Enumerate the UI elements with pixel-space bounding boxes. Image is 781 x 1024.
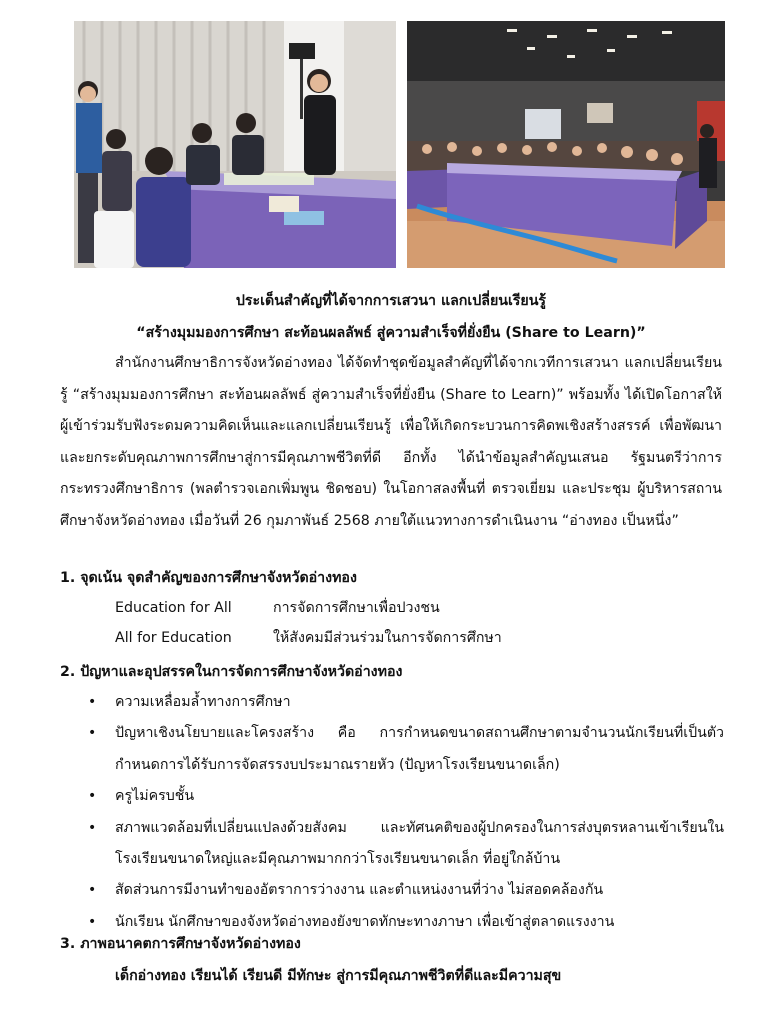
problems-list [60,687,724,938]
focus-pair-en: All for Education [115,630,232,646]
section3-title: 3. ภาพอนาคตการศึกษาจังหวัดอ่างทอง [60,936,301,952]
list-item: • สภาพแวดล้อมที่เปลี่ยนแปลงด้วยสังคม และทัศนคติของผู้ปกครองในการส่งบุตรหลานเข้าเรียนในโรงเรียนขนาดใหญ่และมีคุณภาพมากกว่าโรงเรียนขนาดเล็ก ที่อยู่ใกล้บ้าน [60,813,724,876]
intro-paragraph: สำนักงานศึกษาธิการจังหวัดอ่างทอง ได้จัดทำชุดข้อมูลสำคัญที่ได้จากเวทีการเสวนา แลกเปลี่ยนเรียนรู้ “สร้างมุมมองการศึกษา สะท้อนผลลัพธ์ สู่ความสำเร็จที่ยั่งยืน (Share to Learn)” พร้อมทั้ง ได้เปิดโอกาสให้ผู้เข้าร่วมรับฟังระดมความคิดเห็นและแลกเปลี่ยนเรียนรู้ เพื่อให้เกิดกระบวนการคิดพเชิงสร้างสรรค์ เพื่อพัฒนาและยกระดับคุณภาพการศึกษาสู่การมีคุณภาพชีวิตที่ดี อีกทั้ง ได้นำข้อมูลสำคัญนเสนอ รัฐมนตรีว่าการกระทรวงศึกษาธิการ (พลตำรวจเอกเพิ่มพูน ชิดชอบ) ในโอกาสลงพื้นที่ ตรวจเยี่ยม และประชุม ผู้บริหารสถานศึกษาจังหวัดอ่างทอง เมื่อวันที่ 26 กุมภาพันธ์ 2568 ภายใต้แนวทางการดำเนินงาน “อ่างทอง เป็นหนึ่ง” [60,355,722,529]
list-item: • ปัญหาเชิงนโยบายและโครงสร้าง คือ การกำหนดขนาดสถานศึกษาตามจำนวนนักเรียนที่เป็นตัวกำหนดการได้รับการจัดสรรงบประมาณรายหัว (ปัญหาโรงเรียนขนาดเล็ก) [60,718,724,781]
audience-hall-photo [407,21,725,268]
heading-line1: ประเด็นสำคัญที่ได้จากการเสวนา แลกเปลี่ยนเรียนรู้ [235,293,547,309]
list-item: • นักเรียน นักศึกษาของจังหวัดอ่างทองยังขาดทักษะทางภาษา เพื่อเข้าสู่ตลาดแรงงาน [60,907,724,938]
focus-pair [115,597,440,619]
focus-pair-th: การจัดการศึกษาเพื่อปวงชน [273,600,440,616]
list-item: • ครูไม่ครบชั้น [60,781,724,812]
focus-pair-en: Education for All [115,600,232,616]
heading-line2: “สร้างมุมมองการศึกษา สะท้อนผลลัพธ์ สู่ความสำเร็จที่ยั่งยืน (Share to Learn)” [136,325,646,341]
list-item: • ความเหลื่อมล้ำทางการศึกษา [60,687,724,718]
seminar-table-photo [74,21,396,268]
vision-statement: เด็กอ่างทอง เรียนได้ เรียนดี มีทักษะ สู่การมีคุณภาพชีวิตที่ดีและมีความสุข [115,968,562,984]
section2-title: 2. ปัญหาและอุปสรรคในการจัดการศึกษาจังหวัดอ่างทอง [60,664,403,680]
focus-pair-th: ให้สังคมมีส่วนร่วมในการจัดการศึกษา [273,630,502,646]
list-item: • สัดส่วนการมีงานทำของอัตราการว่างงาน และตำแหน่งงานที่ว่าง ไม่สอดคล้องกัน [60,875,724,906]
section1-title: 1. จุดเน้น จุดสำคัญของการศึกษาจังหวัดอ่างทอง [60,570,357,586]
focus-pair [115,627,502,649]
